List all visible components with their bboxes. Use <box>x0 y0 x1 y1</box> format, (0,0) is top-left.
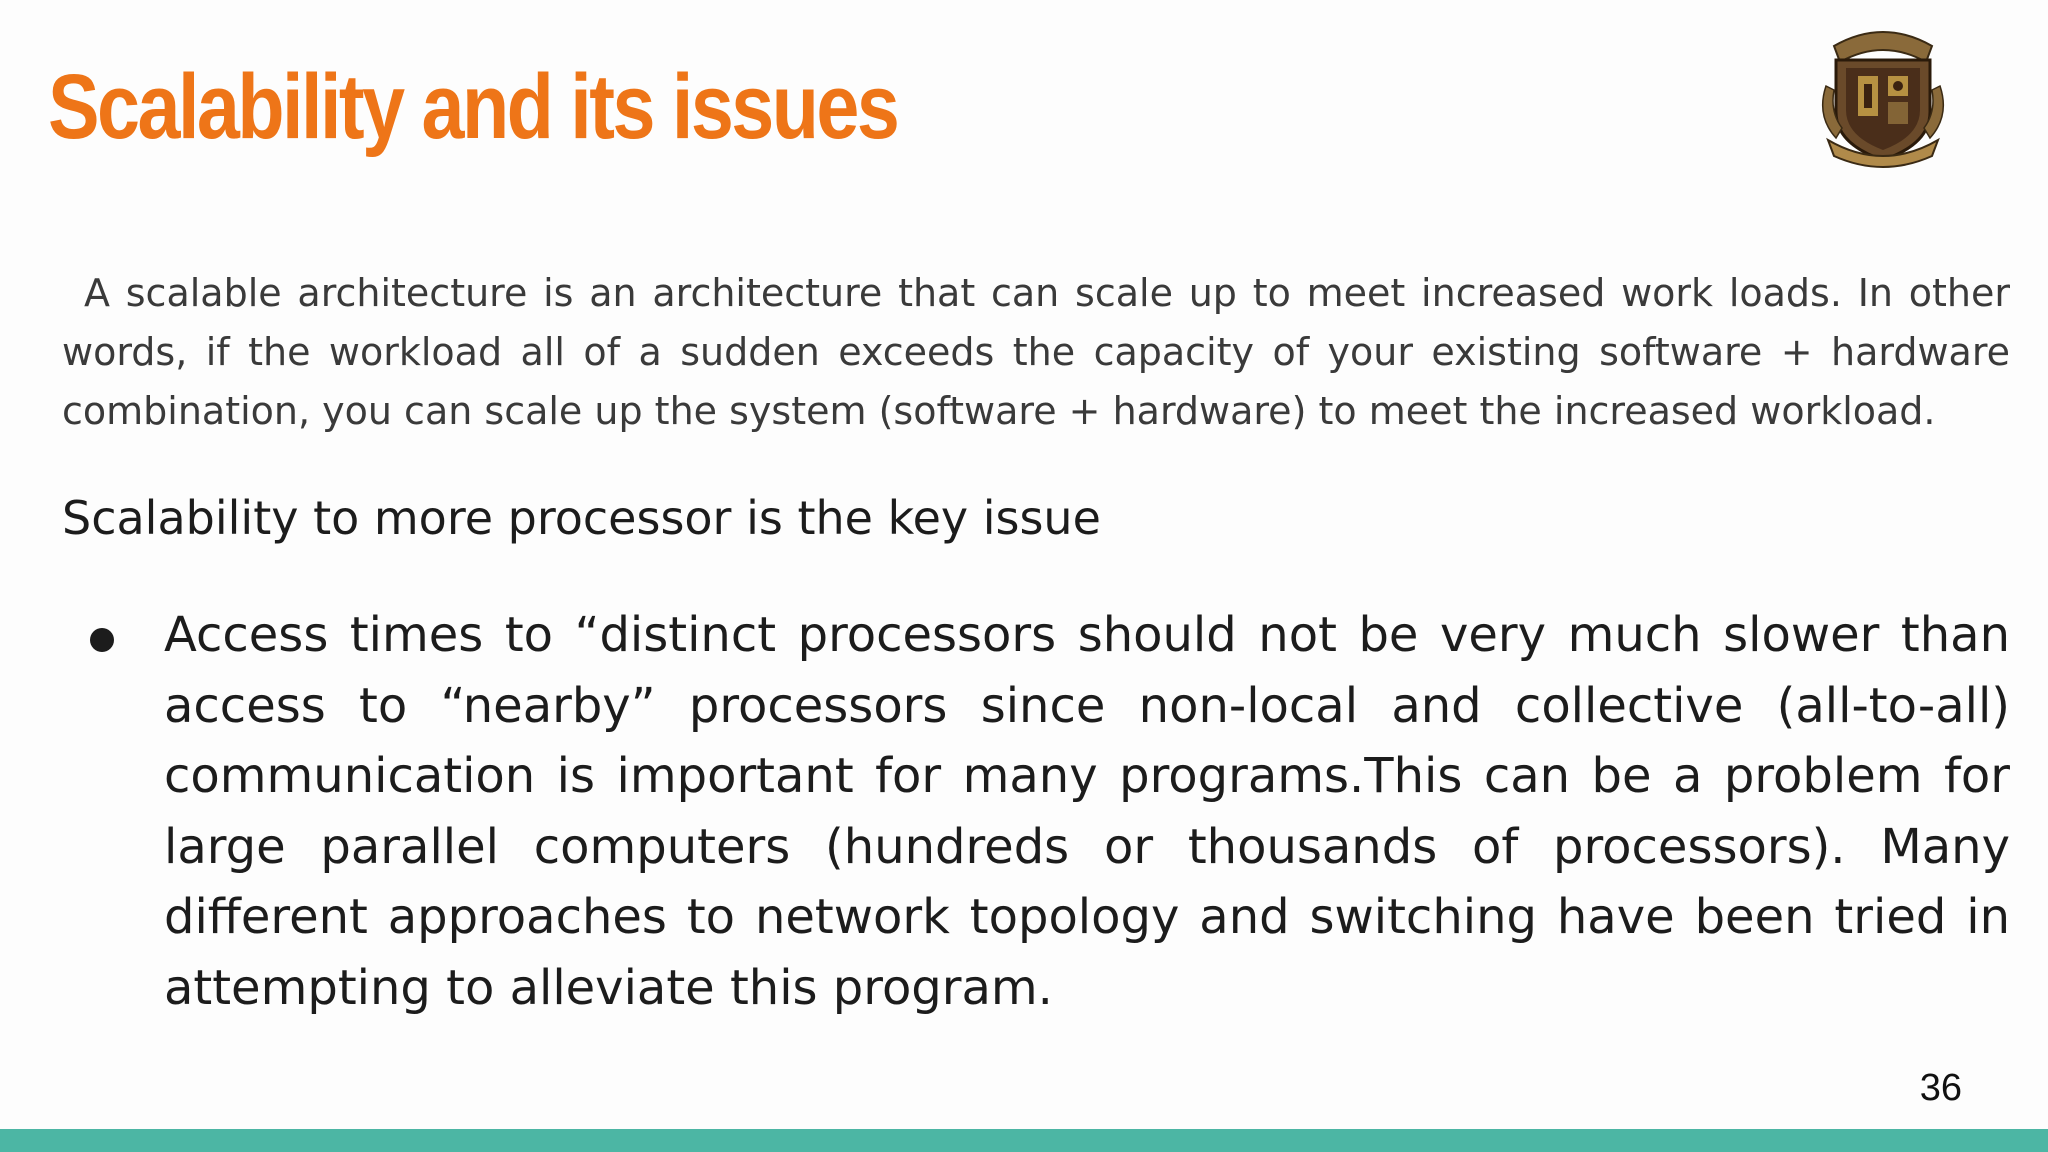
page-number: 36 <box>1919 1067 1962 1109</box>
slide-title: Scalability and its issues <box>48 56 898 158</box>
section-subheading: Scalability to more processor is the key issue <box>62 491 1101 545</box>
footer-accent-bar <box>0 1129 2048 1152</box>
bullet-item <box>0 600 2048 1023</box>
bullet-list <box>0 600 2048 1023</box>
institution-crest-logo <box>1812 16 1954 172</box>
bullet-dot-icon <box>90 628 114 652</box>
intro-paragraph: A scalable architecture is an architecture that can scale up to meet increased work loads. In other words, if the workload all of a sudden exceeds the capacity of your existing software + hardware combination, you can scale up the system (software + hardware) to meet the increased workload. <box>62 271 2010 433</box>
bullet-text: Access times to “distinct processors should not be very much slower than access to “nearby” processors since non-local and collective (all-to-all) communication is important for many programs.This can be a problem for large parallel computers (hundreds or thousands of processors). Many different approaches to network topology and switching have been tried in attempting to alleviate this program. <box>164 607 2010 1016</box>
